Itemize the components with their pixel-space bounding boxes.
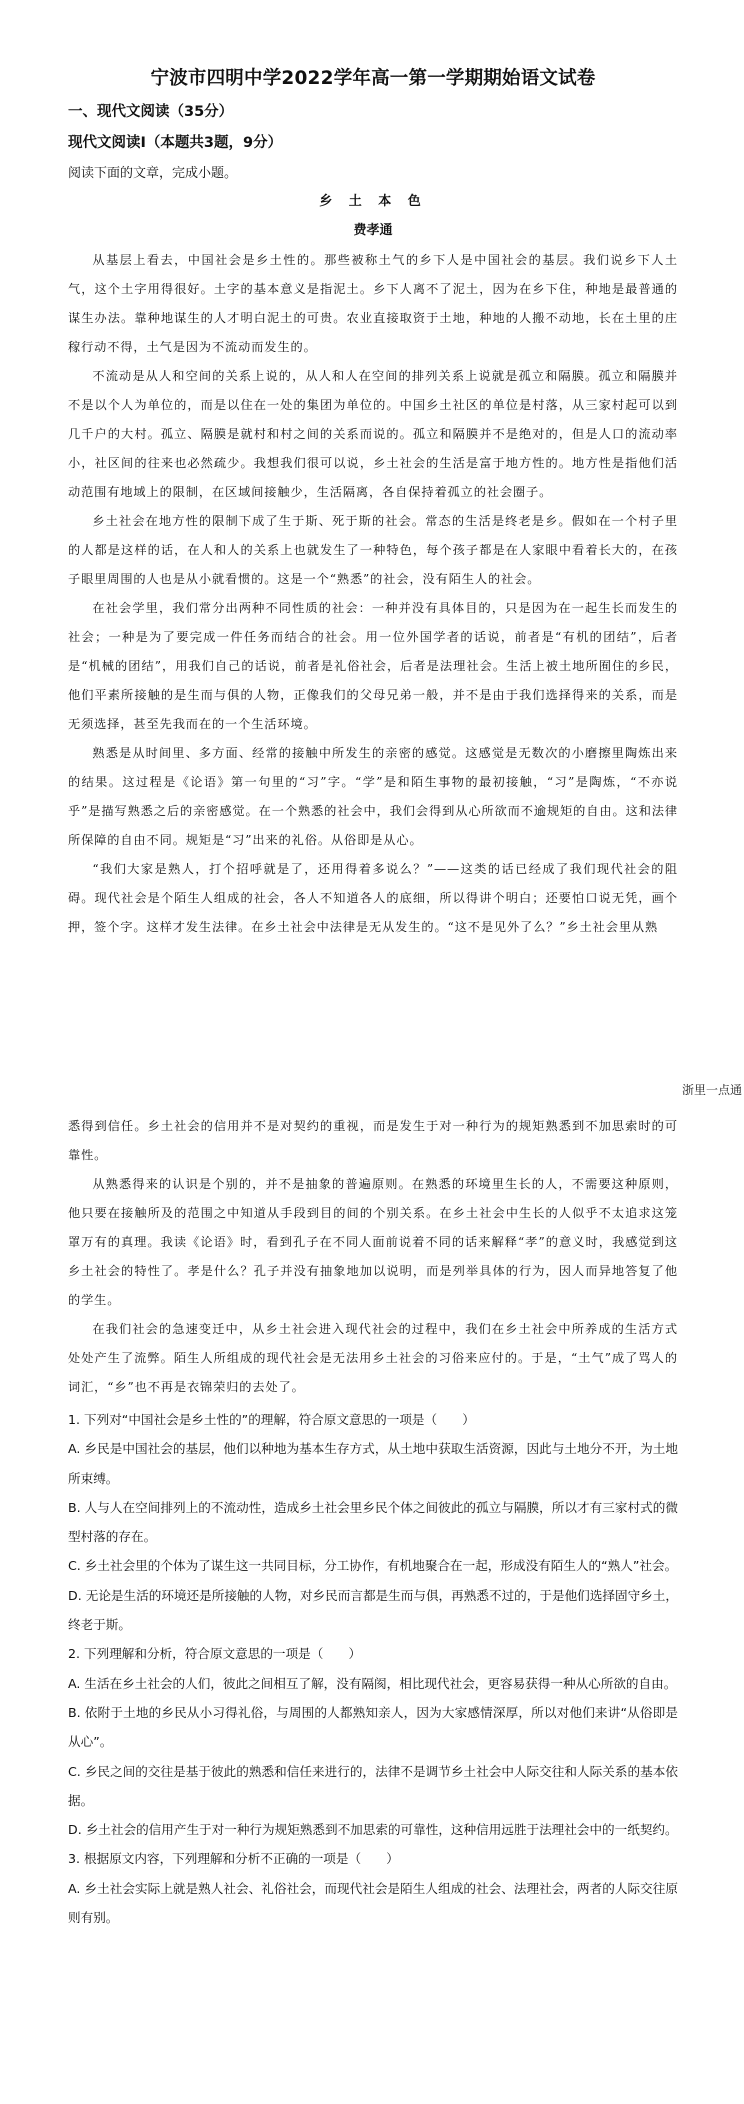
question-option: C. 乡土社会里的个体为了谋生这一共同目标，分工协作，有机地聚合在一起，形成没有陌生人的“熟人”社会。 [68,1558,678,1574]
article-paragraph: 乡土社会在地方性的限制下成了生于斯、死于斯的社会。常态的生活是终老是乡。假如在一个村子里的人都是这样的话，在人和人的关系上也就发生了一种特色，每个孩子都是在人家眼中看着长大的，在孩子眼里周围的人也是从小就看惯的。这是一个“熟悉”的社会，没有陌生人的社会。 [68,514,678,586]
question-option: B. 依附于土地的乡民从小习得礼俗，与周围的人都熟知亲人，因为大家感情深厚，所以对他们来讲“从俗即是从心”。 [68,1704,678,1750]
section-heading-modern-reading: 一、现代文阅读（35分） [68,104,234,120]
question-option: A. 生活在乡土社会的人们，彼此之间相互了解，没有隔阂，相比现代社会，更容易获得一种从心所欲的自由。 [68,1675,677,1691]
question-option: B. 人与人在空间排列上的不流动性，造成乡土社会里乡民个体之间彼此的孤立与隔膜，所以才有三家村式的微型村落的存在。 [68,1499,678,1545]
article-paragraph: 在我们社会的急速变迁中，从乡土社会进入现代社会的过程中，我们在乡土社会中所养成的生活方式处处产生了流弊。陌生人所组成的现代社会是无法用乡土社会的习俗来应付的。于是，“土气”成了骂人的词汇，“乡”也不再是衣锦荣归的去处了。 [68,1322,678,1394]
question-option: A. 乡土社会实际上就是熟人社会、礼俗社会，而现代社会是陌生人组成的社会、法理社会，两者的人际交往原则有别。 [68,1880,678,1926]
article-body-part2 [68,1112,678,1402]
question-list [68,1405,678,1932]
reading-instruction: 阅读下面的文章，完成小题。 [68,166,238,181]
article-paragraph-continuation: 悉得到信任。乡土社会的信用并不是对契约的重视，而是发生于对一种行为的规矩熟悉到不加思索时的可靠性。 [68,1119,678,1162]
article-paragraph: 熟悉是从时间里、多方面、经常的接触中所发生的亲密的感觉。这感觉是无数次的小磨擦里陶炼出来的结果。这过程是《论语》第一句里的“习”字。“学”是和陌生事物的最初接触，“习”是陶炼，“不亦说乎”是描写熟悉之后的亲密感觉。在一个熟悉的社会中，我们会得到从心所欲而不逾规矩的自由。这和法律所保障的自由不同。规矩是“习”出来的礼俗。从俗即是从心。 [68,746,678,847]
article-author: 费孝通 [353,223,393,238]
article-paragraph: 不流动是从人和空间的关系上说的，从人和人在空间的排列关系上说就是孤立和隔膜。孤立和隔膜并不是以个人为单位的，而是以住在一处的集团为单位的。中国乡土社区的单位是村落，从三家村起可以到几千户的大村。孤立、隔膜是就村和村之间的关系而说的。孤立和隔膜并不是绝对的，但是人口的流动率小，社区间的往来也必然疏少。我想我们很可以说，乡土社会的生活是富于地方性的。地方性是指他们活动范围有地域上的限制，在区域间接触少，生活隔离，各自保持着孤立的社会圈子。 [68,369,678,499]
article-paragraph: 从基层上看去，中国社会是乡土性的。那些被称土气的乡下人是中国社会的基层。我们说乡下人土气，这个土字用得很好。土字的基本意义是指泥土。乡下人离不了泥土，因为在乡下住，种地是最普通的谋生办法。靠种地谋生的人才明白泥土的可贵。农业直接取资于土地，种地的人搬不动地，长在土里的庄稼行动不得，土气是因为不流动而发生的。 [68,253,678,354]
article-paragraph: 从熟悉得来的认识是个别的，并不是抽象的普遍原则。在熟悉的环境里生长的人，不需要这种原则，他只要在接触所及的范围之中知道从手段到目的间的个别关系。在乡土社会中生长的人似乎不太追求这笼罩万有的真理。我读《论语》时，看到孔子在不同人面前说着不同的话来解释“孝”的意义时，我感觉到这乡土社会的特性了。孝是什么？孔子并没有抽象地加以说明，而是列举具体的行为，因人而异地答复了他的学生。 [68,1177,678,1307]
article-body-part1 [68,246,678,942]
question-stem: 2. 下列理解和分析，符合原文意思的一项是（ ） [68,1646,362,1662]
question-option: D. 乡土社会的信用产生于对一种行为规矩熟悉到不加思索的可靠性，这种信用远胜于法理社会中的一纸契约。 [68,1822,678,1838]
watermark-text: 浙里一点通 [681,1083,742,1097]
subsection-heading-reading-1: 现代文阅读Ⅰ（本题共3题，9分） [68,135,283,151]
question-stem: 1. 下列对“中国社会是乡土性的”的理解，符合原文意思的一项是（ ） [68,1412,475,1427]
question-option: A. 乡民是中国社会的基层，他们以种地为基本生存方式，从土地中获取生活资源，因此与土地分不开，为土地所束缚。 [68,1441,678,1486]
article-paragraph: “我们大家是熟人，打个招呼就是了，还用得着多说么？”——这类的话已经成了我们现代社会的阻碍。现代社会是个陌生人组成的社会，各人不知道各人的底细，所以得讲个明白；还要怕口说无凭，画个押，签个字。这样才发生法律。在乡土社会中法律是无从发生的。“这不是见外了么？”乡土社会里从熟 [68,862,678,934]
question-option: C. 乡民之间的交往是基于彼此的熟悉和信任来进行的，法律不是调节乡土社会中人际交往和人际关系的基本依据。 [68,1763,678,1808]
exam-title: 宁波市四明中学2022学年高一第一学期期始语文试卷 [150,68,596,89]
question-option: D. 无论是生活的环境还是所接触的人物，对乡民而言都是生而与俱，再熟悉不过的，于是他们选择固守乡土，终老于斯。 [68,1587,678,1633]
question-stem: 3. 根据原文内容，下列理解和分析不正确的一项是（ ） [68,1851,399,1867]
article-paragraph: 在社会学里，我们常分出两种不同性质的社会：一种并没有具体目的，只是因为在一起生长而发生的社会；一种是为了要完成一件任务而结合的社会。用一位外国学者的话说，前者是“有机的团结”，后者是“机械的团结”，用我们自己的话说，前者是礼俗社会，后者是法理社会。生活上被土地所囿住的乡民，他们平素所接触的是生而与俱的人物，正像我们的父母兄弟一般，并不是由于我们选择得来的关系，而是无须选择，甚至先我而在的一个生活环境。 [68,601,678,731]
article-title: 乡 土 本 色 [319,194,427,209]
